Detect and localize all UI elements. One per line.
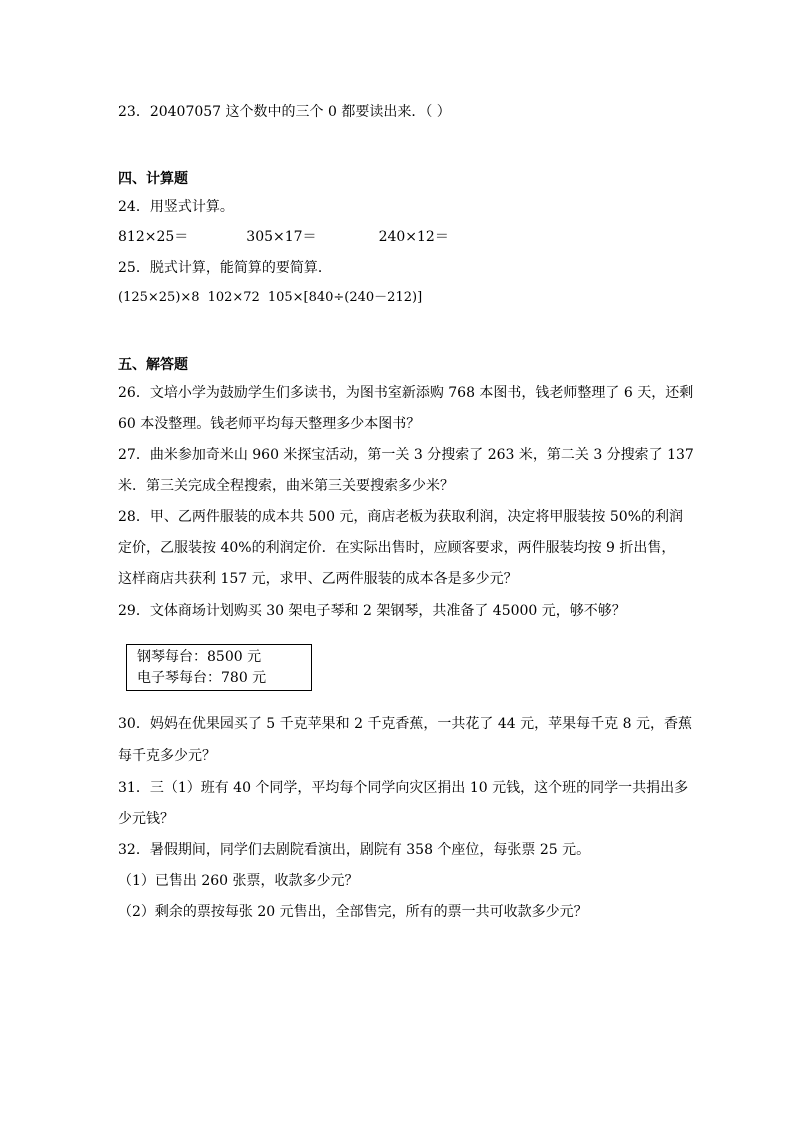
question-30-line-1: 30．妈妈在优果园买了 5 千克苹果和 2 千克香蕉，一共花了 44 元，苹果每千克 8 元，香蕉 <box>118 716 692 732</box>
question-27-line-1: 27．曲米参加奇米山 960 米探宝活动，第一关 3 分搜索了 263 米，第二关 3 分搜索了 137 <box>118 447 694 463</box>
question-28-line-3: 这样商店共获利 157 元，求甲、乙两件服装的成本各是多少元？ <box>118 571 518 587</box>
question-32-part-1: （1）已售出 260 张票，收款多少元？ <box>118 873 359 889</box>
piano-price: 钢琴每台：8500 元 <box>137 649 262 665</box>
expr-25-3: 105×[840÷(240－212)] <box>267 290 423 305</box>
expr-24-1: 812×25＝ <box>118 229 189 245</box>
question-24: 24．用竖式计算。 <box>118 199 234 215</box>
keyboard-price: 电子琴每台：780 元 <box>137 670 267 686</box>
question-25: 25．脱式计算，能简算的要简算． <box>118 260 332 276</box>
question-26-line-2: 60 本没整理。钱老师平均每天整理多少本图书？ <box>118 416 421 432</box>
question-23: 23．20407057 这个数中的三个 0 都要读出来．（ ） <box>118 104 451 120</box>
question-24-expressions <box>118 227 449 247</box>
section-5-title: 五、解答题 <box>118 357 188 373</box>
question-31-line-2: 少元钱？ <box>118 811 174 827</box>
expr-24-2: 305×17＝ <box>246 229 317 245</box>
question-27-line-2: 米．第三关完成全程搜索，曲米第三关要搜索多少米？ <box>118 478 454 494</box>
question-32-part-2: （2）剩余的票按每张 20 元售出，全部售完，所有的票一共可收款多少元？ <box>118 904 588 920</box>
question-31-line-1: 31．三（1）班有 40 个同学，平均每个同学向灾区捐出 10 元钱，这个班的同学一共捐出多 <box>118 780 689 796</box>
question-28-line-1: 28．甲、乙两件服装的成本共 500 元，商店老板为获取利润，决定将甲服装按 50%的利润 <box>118 509 684 525</box>
question-28-line-2: 定价，乙服装按 40%的利润定价．在实际出售时，应顾客要求，两件服装均按 9 折出售， <box>118 540 676 556</box>
section-4-title: 四、计算题 <box>118 171 188 187</box>
expr-24-3: 240×12＝ <box>378 229 449 245</box>
question-29: 29．文体商场计划购买 30 架电子琴和 2 架钢琴，共准备了 45000 元，够不够？ <box>118 603 626 619</box>
expr-25-1: (125×25)×8 <box>118 290 200 305</box>
question-25-expressions <box>118 288 422 308</box>
question-26-line-1: 26．文培小学为鼓励学生们多读书，为图书室新添购 768 本图书，钱老师整理了 6 天，还剩 <box>118 385 694 401</box>
price-box <box>126 644 312 691</box>
question-30-line-2: 每千克多少元？ <box>118 748 216 764</box>
expr-25-2: 102×72 <box>207 290 260 305</box>
question-32: 32．暑假期间，同学们去剧院看演出，剧院有 358 个座位，每张票 25 元。 <box>118 842 591 858</box>
